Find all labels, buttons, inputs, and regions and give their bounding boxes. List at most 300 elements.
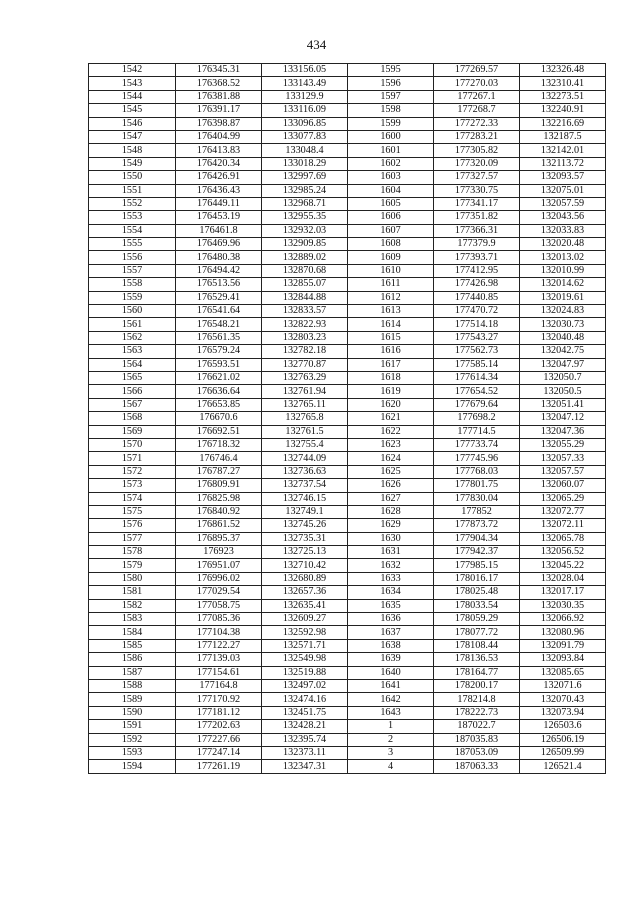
y-coordinate-right: 132065.29 [520, 492, 606, 505]
y-coordinate-right: 132065.78 [520, 532, 606, 545]
table-row [89, 238, 606, 251]
y-coordinate-left: 132744.09 [262, 452, 348, 465]
y-coordinate-left: 132609.27 [262, 613, 348, 626]
x-coordinate-left: 176548.21 [176, 318, 262, 331]
y-coordinate-left: 132955.35 [262, 211, 348, 224]
y-coordinate-left: 132737.54 [262, 479, 348, 492]
x-coordinate-left: 176670.6 [176, 412, 262, 425]
table-row [89, 613, 606, 626]
y-coordinate-left: 132451.75 [262, 706, 348, 719]
x-coordinate-right: 177267.1 [434, 90, 520, 103]
x-coordinate-right: 177470.72 [434, 305, 520, 318]
point-number-left: 1546 [89, 117, 176, 130]
point-number-right: 1622 [348, 425, 434, 438]
y-coordinate-right: 132050.5 [520, 385, 606, 398]
x-coordinate-right: 177514.18 [434, 318, 520, 331]
table-row [89, 559, 606, 572]
point-number-right: 1633 [348, 572, 434, 585]
x-coordinate-left: 176494.42 [176, 264, 262, 277]
point-number-right: 1608 [348, 238, 434, 251]
y-coordinate-right: 132057.59 [520, 197, 606, 210]
x-coordinate-right: 177614.34 [434, 371, 520, 384]
point-number-left: 1585 [89, 639, 176, 652]
x-coordinate-right: 177426.98 [434, 278, 520, 291]
point-number-left: 1570 [89, 438, 176, 451]
x-coordinate-left: 176449.11 [176, 197, 262, 210]
x-coordinate-right: 178136.53 [434, 653, 520, 666]
point-number-right: 1618 [348, 371, 434, 384]
x-coordinate-left: 176469.96 [176, 238, 262, 251]
table-row [89, 371, 606, 384]
x-coordinate-right: 177679.64 [434, 398, 520, 411]
y-coordinate-left: 132592.98 [262, 626, 348, 639]
x-coordinate-left: 177247.14 [176, 746, 262, 759]
x-coordinate-left: 176636.64 [176, 385, 262, 398]
point-number-right: 1637 [348, 626, 434, 639]
table-row [89, 532, 606, 545]
y-coordinate-left: 132870.68 [262, 264, 348, 277]
x-coordinate-left: 177139.03 [176, 653, 262, 666]
x-coordinate-left: 176453.19 [176, 211, 262, 224]
point-number-right: 1630 [348, 532, 434, 545]
y-coordinate-left: 132822.93 [262, 318, 348, 331]
x-coordinate-left: 176345.31 [176, 64, 262, 77]
x-coordinate-left: 176895.37 [176, 532, 262, 545]
x-coordinate-right: 178016.17 [434, 572, 520, 585]
y-coordinate-right: 132043.56 [520, 211, 606, 224]
x-coordinate-right: 177268.7 [434, 104, 520, 117]
y-coordinate-right: 132013.02 [520, 251, 606, 264]
x-coordinate-right: 178108.44 [434, 639, 520, 652]
point-number-left: 1579 [89, 559, 176, 572]
point-number-left: 1550 [89, 171, 176, 184]
x-coordinate-left: 177181.12 [176, 706, 262, 719]
y-coordinate-right: 132072.77 [520, 505, 606, 518]
table-row [89, 264, 606, 277]
y-coordinate-left: 133129.9 [262, 90, 348, 103]
x-coordinate-right: 177366.31 [434, 224, 520, 237]
x-coordinate-right: 177714.5 [434, 425, 520, 438]
x-coordinate-left: 177122.27 [176, 639, 262, 652]
y-coordinate-left: 132889.02 [262, 251, 348, 264]
y-coordinate-right: 132017.17 [520, 586, 606, 599]
table-row [89, 157, 606, 170]
point-number-left: 1558 [89, 278, 176, 291]
point-number-right: 1643 [348, 706, 434, 719]
y-coordinate-right: 132051.41 [520, 398, 606, 411]
x-coordinate-left: 176381.88 [176, 90, 262, 103]
point-number-right: 1615 [348, 331, 434, 344]
point-number-left: 1563 [89, 345, 176, 358]
y-coordinate-left: 132765.11 [262, 398, 348, 411]
table-row [89, 171, 606, 184]
point-number-right: 1642 [348, 693, 434, 706]
x-coordinate-left: 176951.07 [176, 559, 262, 572]
table-row [89, 586, 606, 599]
table-row [89, 197, 606, 210]
point-number-right: 1605 [348, 197, 434, 210]
x-coordinate-left: 176461.8 [176, 224, 262, 237]
point-number-right: 1597 [348, 90, 434, 103]
table-row [89, 438, 606, 451]
x-coordinate-left: 176718.32 [176, 438, 262, 451]
point-number-right: 1601 [348, 144, 434, 157]
point-number-left: 1553 [89, 211, 176, 224]
point-number-right: 1607 [348, 224, 434, 237]
point-number-right: 1638 [348, 639, 434, 652]
point-number-left: 1571 [89, 452, 176, 465]
point-number-left: 1572 [89, 465, 176, 478]
table-row [89, 425, 606, 438]
point-number-left: 1584 [89, 626, 176, 639]
y-coordinate-left: 132571.71 [262, 639, 348, 652]
y-coordinate-right: 132057.33 [520, 452, 606, 465]
x-coordinate-left: 176923 [176, 546, 262, 559]
point-number-left: 1565 [89, 371, 176, 384]
table-row [89, 77, 606, 90]
x-coordinate-left: 176391.17 [176, 104, 262, 117]
y-coordinate-right: 132024.83 [520, 305, 606, 318]
y-coordinate-right: 132142.01 [520, 144, 606, 157]
point-number-left: 1587 [89, 666, 176, 679]
x-coordinate-right: 177942.37 [434, 546, 520, 559]
point-number-right: 1619 [348, 385, 434, 398]
y-coordinate-right: 132072.11 [520, 519, 606, 532]
table-row [89, 479, 606, 492]
point-number-right: 1606 [348, 211, 434, 224]
coordinates-table [88, 63, 606, 774]
y-coordinate-right: 132080.96 [520, 626, 606, 639]
table-row [89, 305, 606, 318]
table-row [89, 412, 606, 425]
point-number-right: 1634 [348, 586, 434, 599]
point-number-left: 1566 [89, 385, 176, 398]
point-number-left: 1544 [89, 90, 176, 103]
x-coordinate-left: 177202.63 [176, 720, 262, 733]
y-coordinate-left: 132968.71 [262, 197, 348, 210]
y-coordinate-left: 132770.87 [262, 358, 348, 371]
y-coordinate-left: 132985.24 [262, 184, 348, 197]
table-row [89, 546, 606, 559]
x-coordinate-left: 177029.54 [176, 586, 262, 599]
y-coordinate-right: 132020.48 [520, 238, 606, 251]
table-row [89, 117, 606, 130]
point-number-right: 1621 [348, 412, 434, 425]
y-coordinate-left: 132635.41 [262, 599, 348, 612]
x-coordinate-left: 176541.64 [176, 305, 262, 318]
point-number-right: 1624 [348, 452, 434, 465]
point-number-right: 1631 [348, 546, 434, 559]
y-coordinate-left: 132745.26 [262, 519, 348, 532]
y-coordinate-left: 133048.4 [262, 144, 348, 157]
point-number-left: 1562 [89, 331, 176, 344]
x-coordinate-right: 178033.54 [434, 599, 520, 612]
table-row [89, 733, 606, 746]
table-row [89, 492, 606, 505]
x-coordinate-right: 177272.33 [434, 117, 520, 130]
x-coordinate-left: 176420.34 [176, 157, 262, 170]
point-number-right: 1632 [348, 559, 434, 572]
point-number-right: 1640 [348, 666, 434, 679]
x-coordinate-right: 177351.82 [434, 211, 520, 224]
table-row [89, 452, 606, 465]
point-number-left: 1564 [89, 358, 176, 371]
point-number-right: 1625 [348, 465, 434, 478]
table-row [89, 104, 606, 117]
y-coordinate-left: 132710.42 [262, 559, 348, 572]
table-row [89, 398, 606, 411]
point-number-right: 4 [348, 760, 434, 773]
point-number-left: 1588 [89, 679, 176, 692]
point-number-left: 1593 [89, 746, 176, 759]
x-coordinate-left: 176787.27 [176, 465, 262, 478]
x-coordinate-right: 178077.72 [434, 626, 520, 639]
x-coordinate-right: 177283.21 [434, 130, 520, 143]
table-row [89, 90, 606, 103]
point-number-left: 1589 [89, 693, 176, 706]
point-number-left: 1582 [89, 599, 176, 612]
point-number-right: 1636 [348, 613, 434, 626]
x-coordinate-left: 176480.38 [176, 251, 262, 264]
y-coordinate-left: 132474.16 [262, 693, 348, 706]
y-coordinate-left: 132803.23 [262, 331, 348, 344]
table-row [89, 572, 606, 585]
y-coordinate-left: 132680.89 [262, 572, 348, 585]
x-coordinate-right: 187063.33 [434, 760, 520, 773]
x-coordinate-left: 176746.4 [176, 452, 262, 465]
x-coordinate-left: 176653.85 [176, 398, 262, 411]
x-coordinate-left: 177154.61 [176, 666, 262, 679]
x-coordinate-right: 177412.95 [434, 264, 520, 277]
point-number-right: 1612 [348, 291, 434, 304]
table-row [89, 358, 606, 371]
x-coordinate-left: 176825.98 [176, 492, 262, 505]
point-number-left: 1577 [89, 532, 176, 545]
point-number-right: 1596 [348, 77, 434, 90]
x-coordinate-right: 177801.75 [434, 479, 520, 492]
table-row [89, 144, 606, 157]
table-row [89, 184, 606, 197]
y-coordinate-left: 132519.88 [262, 666, 348, 679]
y-coordinate-right: 132050.7 [520, 371, 606, 384]
y-coordinate-right: 132093.84 [520, 653, 606, 666]
table-row [89, 653, 606, 666]
y-coordinate-right: 132326.48 [520, 64, 606, 77]
table-row [89, 519, 606, 532]
table-row [89, 385, 606, 398]
point-number-right: 1627 [348, 492, 434, 505]
y-coordinate-right: 132057.57 [520, 465, 606, 478]
x-coordinate-left: 177164.8 [176, 679, 262, 692]
table-row [89, 331, 606, 344]
table-row [89, 666, 606, 679]
y-coordinate-right: 132085.65 [520, 666, 606, 679]
table-row [89, 278, 606, 291]
x-coordinate-left: 176621.02 [176, 371, 262, 384]
x-coordinate-right: 178164.77 [434, 666, 520, 679]
point-number-left: 1547 [89, 130, 176, 143]
x-coordinate-left: 176593.51 [176, 358, 262, 371]
y-coordinate-right: 132019.61 [520, 291, 606, 304]
table-row [89, 465, 606, 478]
y-coordinate-left: 132932.03 [262, 224, 348, 237]
x-coordinate-right: 177745.96 [434, 452, 520, 465]
y-coordinate-left: 133156.05 [262, 64, 348, 77]
page-number: 434 [306, 37, 327, 52]
point-number-left: 1575 [89, 505, 176, 518]
point-number-left: 1549 [89, 157, 176, 170]
x-coordinate-right: 177393.71 [434, 251, 520, 264]
x-coordinate-right: 177440.85 [434, 291, 520, 304]
x-coordinate-right: 178025.48 [434, 586, 520, 599]
y-coordinate-left: 133116.09 [262, 104, 348, 117]
table-row [89, 746, 606, 759]
x-coordinate-right: 187035.83 [434, 733, 520, 746]
point-number-right: 1614 [348, 318, 434, 331]
x-coordinate-left: 176513.56 [176, 278, 262, 291]
table-row [89, 224, 606, 237]
point-number-right: 1595 [348, 64, 434, 77]
x-coordinate-left: 176413.83 [176, 144, 262, 157]
y-coordinate-right: 132030.73 [520, 318, 606, 331]
y-coordinate-right: 132070.43 [520, 693, 606, 706]
x-coordinate-left: 177058.75 [176, 599, 262, 612]
y-coordinate-right: 132273.51 [520, 90, 606, 103]
point-number-right: 1602 [348, 157, 434, 170]
y-coordinate-right: 132055.29 [520, 438, 606, 451]
point-number-left: 1576 [89, 519, 176, 532]
x-coordinate-right: 177873.72 [434, 519, 520, 532]
table-row [89, 251, 606, 264]
point-number-left: 1592 [89, 733, 176, 746]
point-number-left: 1590 [89, 706, 176, 719]
y-coordinate-left: 132749.1 [262, 505, 348, 518]
x-coordinate-left: 176809.91 [176, 479, 262, 492]
y-coordinate-left: 132833.57 [262, 305, 348, 318]
x-coordinate-left: 176996.02 [176, 572, 262, 585]
point-number-left: 1567 [89, 398, 176, 411]
x-coordinate-left: 176579.24 [176, 345, 262, 358]
y-coordinate-right: 132033.83 [520, 224, 606, 237]
table-row [89, 599, 606, 612]
table-row [89, 64, 606, 77]
y-coordinate-left: 132855.07 [262, 278, 348, 291]
x-coordinate-right: 177330.75 [434, 184, 520, 197]
y-coordinate-right: 132056.52 [520, 546, 606, 559]
point-number-right: 1626 [348, 479, 434, 492]
y-coordinate-right: 132113.72 [520, 157, 606, 170]
y-coordinate-right: 132240.91 [520, 104, 606, 117]
y-coordinate-right: 132040.48 [520, 331, 606, 344]
y-coordinate-right: 126503.6 [520, 720, 606, 733]
point-number-right: 1628 [348, 505, 434, 518]
y-coordinate-left: 132909.85 [262, 238, 348, 251]
x-coordinate-right: 177852 [434, 505, 520, 518]
x-coordinate-right: 177379.9 [434, 238, 520, 251]
point-number-left: 1586 [89, 653, 176, 666]
y-coordinate-left: 132844.88 [262, 291, 348, 304]
point-number-left: 1581 [89, 586, 176, 599]
point-number-right: 1598 [348, 104, 434, 117]
point-number-right: 2 [348, 733, 434, 746]
x-coordinate-right: 177305.82 [434, 144, 520, 157]
x-coordinate-left: 177170.92 [176, 693, 262, 706]
point-number-left: 1580 [89, 572, 176, 585]
y-coordinate-right: 126509.99 [520, 746, 606, 759]
table-row [89, 345, 606, 358]
table-row [89, 318, 606, 331]
point-number-left: 1578 [89, 546, 176, 559]
point-number-right: 1641 [348, 679, 434, 692]
y-coordinate-left: 133143.49 [262, 77, 348, 90]
point-number-left: 1568 [89, 412, 176, 425]
point-number-left: 1548 [89, 144, 176, 157]
y-coordinate-right: 132042.75 [520, 345, 606, 358]
y-coordinate-left: 133018.29 [262, 157, 348, 170]
point-number-left: 1542 [89, 64, 176, 77]
y-coordinate-left: 133096.85 [262, 117, 348, 130]
y-coordinate-right: 132073.94 [520, 706, 606, 719]
y-coordinate-left: 132997.69 [262, 171, 348, 184]
y-coordinate-right: 132310.41 [520, 77, 606, 90]
y-coordinate-left: 132782.18 [262, 345, 348, 358]
table-row [89, 211, 606, 224]
x-coordinate-right: 177654.52 [434, 385, 520, 398]
point-number-right: 1629 [348, 519, 434, 532]
y-coordinate-right: 132075.01 [520, 184, 606, 197]
y-coordinate-left: 132735.31 [262, 532, 348, 545]
table-row [89, 679, 606, 692]
x-coordinate-right: 177985.15 [434, 559, 520, 572]
y-coordinate-left: 132497.02 [262, 679, 348, 692]
point-number-left: 1574 [89, 492, 176, 505]
x-coordinate-right: 177269.57 [434, 64, 520, 77]
point-number-right: 1620 [348, 398, 434, 411]
x-coordinate-left: 176861.52 [176, 519, 262, 532]
point-number-left: 1583 [89, 613, 176, 626]
y-coordinate-left: 132761.5 [262, 425, 348, 438]
point-number-left: 1554 [89, 224, 176, 237]
point-number-right: 1611 [348, 278, 434, 291]
x-coordinate-left: 176436.43 [176, 184, 262, 197]
x-coordinate-right: 178214.8 [434, 693, 520, 706]
x-coordinate-left: 177104.38 [176, 626, 262, 639]
x-coordinate-right: 178222.73 [434, 706, 520, 719]
x-coordinate-right: 178200.17 [434, 679, 520, 692]
y-coordinate-left: 132736.63 [262, 465, 348, 478]
point-number-left: 1560 [89, 305, 176, 318]
y-coordinate-left: 133077.83 [262, 130, 348, 143]
point-number-left: 1551 [89, 184, 176, 197]
x-coordinate-left: 176692.51 [176, 425, 262, 438]
y-coordinate-right: 132071.6 [520, 679, 606, 692]
point-number-right: 1604 [348, 184, 434, 197]
y-coordinate-left: 132549.98 [262, 653, 348, 666]
y-coordinate-left: 132395.74 [262, 733, 348, 746]
y-coordinate-left: 132657.36 [262, 586, 348, 599]
y-coordinate-right: 132010.99 [520, 264, 606, 277]
x-coordinate-right: 177562.73 [434, 345, 520, 358]
x-coordinate-right: 177543.27 [434, 331, 520, 344]
point-number-right: 1603 [348, 171, 434, 184]
y-coordinate-right: 126506.19 [520, 733, 606, 746]
y-coordinate-left: 132755.4 [262, 438, 348, 451]
point-number-left: 1555 [89, 238, 176, 251]
y-coordinate-left: 132428.21 [262, 720, 348, 733]
x-coordinate-right: 177327.57 [434, 171, 520, 184]
point-number-left: 1559 [89, 291, 176, 304]
y-coordinate-right: 132047.12 [520, 412, 606, 425]
